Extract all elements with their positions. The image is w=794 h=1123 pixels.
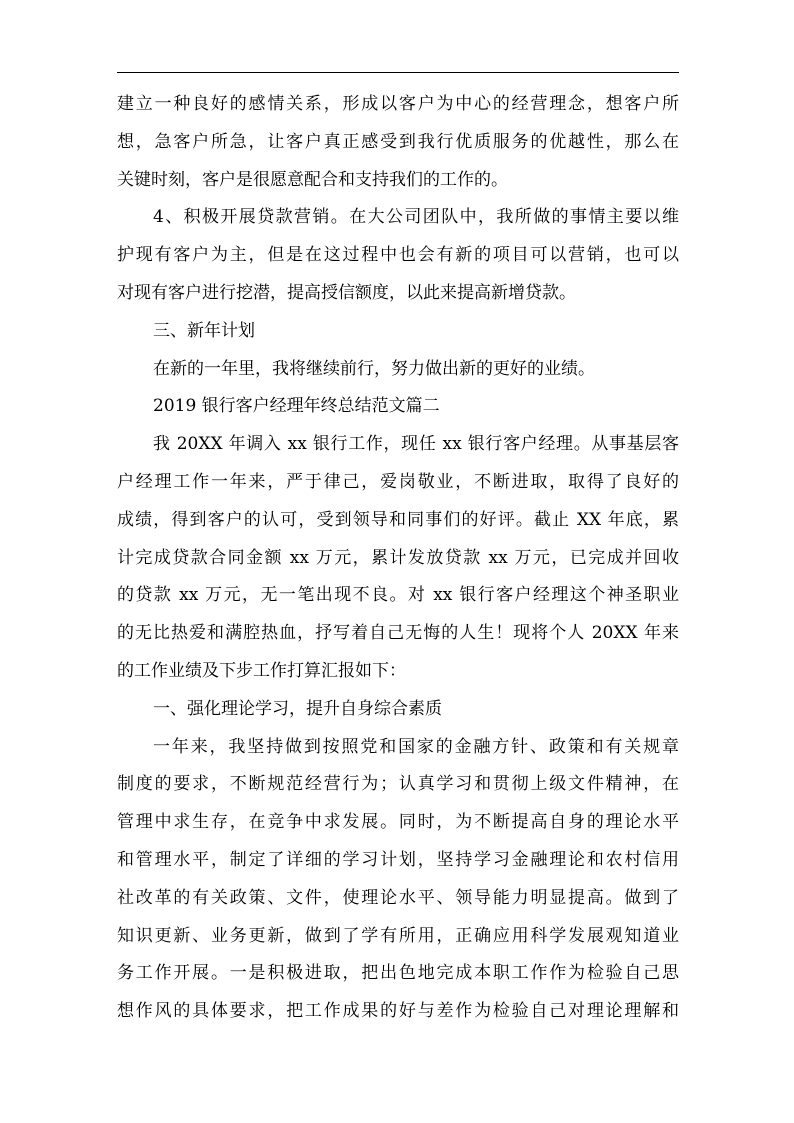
text-line: 的贷款 xx 万元，无一笔出现不良。对 xx 银行客户经理这个神圣职业 xyxy=(117,585,679,606)
text-line: 三、新年计划 xyxy=(153,320,255,341)
text-line: 管理中求生存，在竞争中求发展。同时，为不断提高自身的理论水平 xyxy=(117,812,679,833)
text-line: 知识更新、业务更新，做到了学有所用，正确应用科学发展观知道业 xyxy=(117,925,679,946)
text-line: 成绩，得到客户的认可，受到领导和同事们的好评。截止 XX 年底，累 xyxy=(117,509,679,530)
text-line: 4、积极开展贷款营销。在大公司团队中，我所做的事情主要以维 xyxy=(153,207,679,228)
header-rule xyxy=(117,72,679,73)
text-line: 的工作业绩及下步工作打算汇报如下： xyxy=(117,660,406,681)
text-line: 建立一种良好的感情关系，形成以客户为中心的经营理念，想客户所 xyxy=(117,94,679,114)
text-line: 2019 银行客户经理年终总结范文篇二 xyxy=(153,396,440,417)
text-line: 对现有客户进行挖潜，提高授信额度，以此来提高新增贷款。 xyxy=(117,282,576,303)
text-line: 社改革的有关政策、文件，使理论水平、领导能力明显提高。做到了 xyxy=(117,887,679,908)
text-line: 一、强化理论学习，提升自身综合素质 xyxy=(153,698,442,719)
text-line: 户经理工作一年来，严于律己，爱岗敬业，不断进取，取得了良好的 xyxy=(117,471,679,492)
text-line: 想，急客户所急，让客户真正感受到我行优质服务的优越性，那么在 xyxy=(117,131,679,152)
text-line: 制度的要求，不断规范经营行为；认真学习和贯彻上级文件精神，在 xyxy=(117,774,679,795)
text-line: 和管理水平，制定了详细的学习计划，坚持学习金融理论和农村信用 xyxy=(117,849,679,870)
text-line: 我 20XX 年调入 xx 银行工作，现任 xx 银行客户经理。从事基层客 xyxy=(153,434,679,455)
text-line: 务工作开展。一是积极进取，把出色地完成本职工作作为检验自己思 xyxy=(117,963,679,984)
text-line: 计完成贷款合同金额 xx 万元，累计发放贷款 xx 万元，已完成并回收 xyxy=(117,547,679,568)
document-body xyxy=(117,86,679,1031)
text-line: 在新的一年里，我将继续前行，努力做出新的更好的业绩。 xyxy=(153,358,595,379)
text-line: 护现有客户为主，但是在这过程中也会有新的项目可以营销，也可以 xyxy=(117,245,679,266)
text-line: 一年来，我坚持做到按照党和国家的金融方针、政策和有关规章 xyxy=(153,736,679,757)
text-line: 关键时刻，客户是很愿意配合和支持我们的工作的。 xyxy=(117,169,508,190)
text-line: 的无比热爱和满腔热血，抒写着自己无悔的人生！现将个人 20XX 年来 xyxy=(117,623,679,644)
text-line: 想作风的具体要求，把工作成果的好与差作为检验自己对理论理解和 xyxy=(117,1001,679,1022)
